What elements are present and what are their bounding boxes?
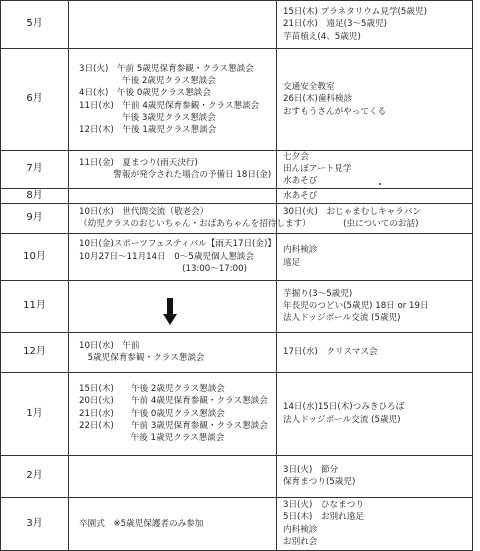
event-line: 20日(火) 午前 4歳児保育参観・クラス懇談会 xyxy=(79,396,268,407)
event-line: 11日(金) 夏まつり(雨天決行) xyxy=(79,158,198,169)
month-cell: 5月 xyxy=(1,1,69,49)
month-cell: 11月 xyxy=(1,280,69,332)
schedule-row xyxy=(1,372,473,455)
activity-line: 保育まつり(5歳児) xyxy=(283,477,356,488)
schedule-row xyxy=(1,280,473,332)
activity-line: 3日(火) ひなまつり xyxy=(283,500,364,511)
schedule-row xyxy=(1,49,473,151)
events-cell xyxy=(69,332,277,372)
event-line: 午後 3歳児クラス懇談会 xyxy=(79,112,216,123)
activity-line: 年長児のつどい(5歳児) 18日 or 19日 xyxy=(283,301,429,311)
event-line: 10日(水) 世代間交流（敬老会） xyxy=(79,206,209,217)
activities-cell xyxy=(277,203,473,233)
events-cell xyxy=(69,151,277,189)
events-cell xyxy=(69,49,277,151)
event-line: 5歳児保育参観・クラス懇談会 xyxy=(79,353,205,364)
event-line: （幼児クラスのおじいちゃん・おばあちゃんを招待します） xyxy=(79,219,311,230)
event-line: 午後 2歳児クラス懇談会 xyxy=(79,76,216,87)
schedule-row xyxy=(1,151,473,189)
event-line: 4日(水) 午後 0歳児クラス懇談会 xyxy=(79,88,211,99)
activity-line: 21日(水) 遠足(3～5歳児) xyxy=(283,19,388,30)
activity-line: 26日(木)歯科検診 xyxy=(283,94,353,105)
activity-line: 芋苗植え(4、5歳児) xyxy=(283,31,361,42)
month-cell: 10月 xyxy=(1,233,69,280)
activity-line: 遠足 xyxy=(283,257,301,268)
event-line: 3日(火) 午前 5歳児保育参観・クラス懇談会 xyxy=(79,63,254,74)
event-line: (13:00～17:00) xyxy=(79,263,247,274)
activities-cell xyxy=(277,372,473,455)
activity-line: 田んぼアート見学 xyxy=(283,164,352,175)
events-cell xyxy=(69,455,277,497)
activities-cell xyxy=(277,49,473,151)
schedule-row xyxy=(1,497,473,550)
month-cell: 8月 xyxy=(1,188,69,203)
events-cell xyxy=(69,280,277,332)
events-cell xyxy=(69,233,277,280)
event-line: 22日(木) 午前 3歳児保育参観・クラス懇談会 xyxy=(79,420,268,431)
month-cell: 2月 xyxy=(1,455,69,497)
activity-line: 七夕会 xyxy=(283,152,309,162)
schedule-row xyxy=(1,455,473,497)
event-line: 11日(水) 午前 4歳児保育参観・クラス懇談会 xyxy=(79,100,260,111)
down-arrow-icon xyxy=(163,298,177,326)
activity-line: おすもうさんがやってくる xyxy=(283,106,387,117)
month-cell: 3月 xyxy=(1,497,69,550)
activity-line: 3日(火) 節分 xyxy=(283,464,339,475)
events-cell xyxy=(69,372,277,455)
events-cell xyxy=(69,497,277,550)
activities-cell xyxy=(277,233,473,280)
activities-cell xyxy=(277,151,473,189)
activity-line: (虫についてのお話) xyxy=(283,219,419,230)
activity-line: 交通安全教室 xyxy=(283,82,335,93)
activity-line: 17日(水) クリスマス会 xyxy=(283,347,378,357)
schedule-row xyxy=(1,203,473,233)
activities-cell xyxy=(277,497,473,550)
schedule-row xyxy=(1,332,473,372)
activity-line: 法人ドッジボール交流 (5歳児) xyxy=(283,313,401,324)
event-line: 午後 1歳児クラス懇談会 xyxy=(79,432,225,443)
event-line: 10日(水) 午前 xyxy=(79,340,140,351)
activities-cell xyxy=(277,1,473,49)
activities-cell xyxy=(277,332,473,372)
event-line: 10月27日～11月14日 0～5歳児個人懇談会 xyxy=(79,251,254,262)
activity-line: 30日(火) おじゃまむしキャラバン xyxy=(283,206,421,217)
schedule-row xyxy=(1,188,473,203)
month-cell: 1月 xyxy=(1,372,69,455)
activity-line: 14日(水)15日(木)つみきひろば xyxy=(283,402,405,413)
activity-line: 法人ドッジボール交流 (5歳児) xyxy=(283,414,401,425)
activities-cell xyxy=(277,188,473,203)
event-line: 12日(木) 午後 1歳児クラス懇談会 xyxy=(79,124,217,135)
event-line: 警報が発令された場合の予備日 18日(金) xyxy=(79,170,272,181)
event-line: 卒園式 ※5歳児保護者のみ参加 xyxy=(79,518,204,529)
events-cell xyxy=(69,188,277,203)
events-cell xyxy=(69,1,277,49)
activities-cell xyxy=(277,280,473,332)
event-line: 15日(木) 午後 2歳児クラス懇談会 xyxy=(79,384,225,395)
activity-line: 内科検診 xyxy=(283,245,318,256)
stray-dot xyxy=(379,183,381,185)
activity-line: 5日(木) お別れ遠足 xyxy=(283,512,364,523)
schedule-row xyxy=(1,1,473,49)
schedule-row xyxy=(1,233,473,280)
activities-cell xyxy=(277,455,473,497)
activity-line: お別れ会 xyxy=(283,536,318,547)
activity-line: 水あそび xyxy=(283,190,318,201)
month-cell: 12月 xyxy=(1,332,69,372)
activity-line: 芋掘り(3～5歳児) xyxy=(283,288,353,299)
event-line: 21日(水) 午後 0歳児クラス懇談会 xyxy=(79,408,225,419)
activity-line: 水あそび xyxy=(283,176,318,187)
events-cell xyxy=(69,203,311,233)
event-line: 10日(金)スポーツフェスティバル【雨天17日(金)】 xyxy=(79,239,276,250)
month-cell: 7月 xyxy=(1,151,69,189)
month-cell: 6月 xyxy=(1,49,69,151)
month-cell: 9月 xyxy=(1,203,69,233)
activity-line: 15日(木) プラネタリウム見学(5歳児) xyxy=(283,7,427,18)
activity-line: 内科検診 xyxy=(283,524,318,535)
